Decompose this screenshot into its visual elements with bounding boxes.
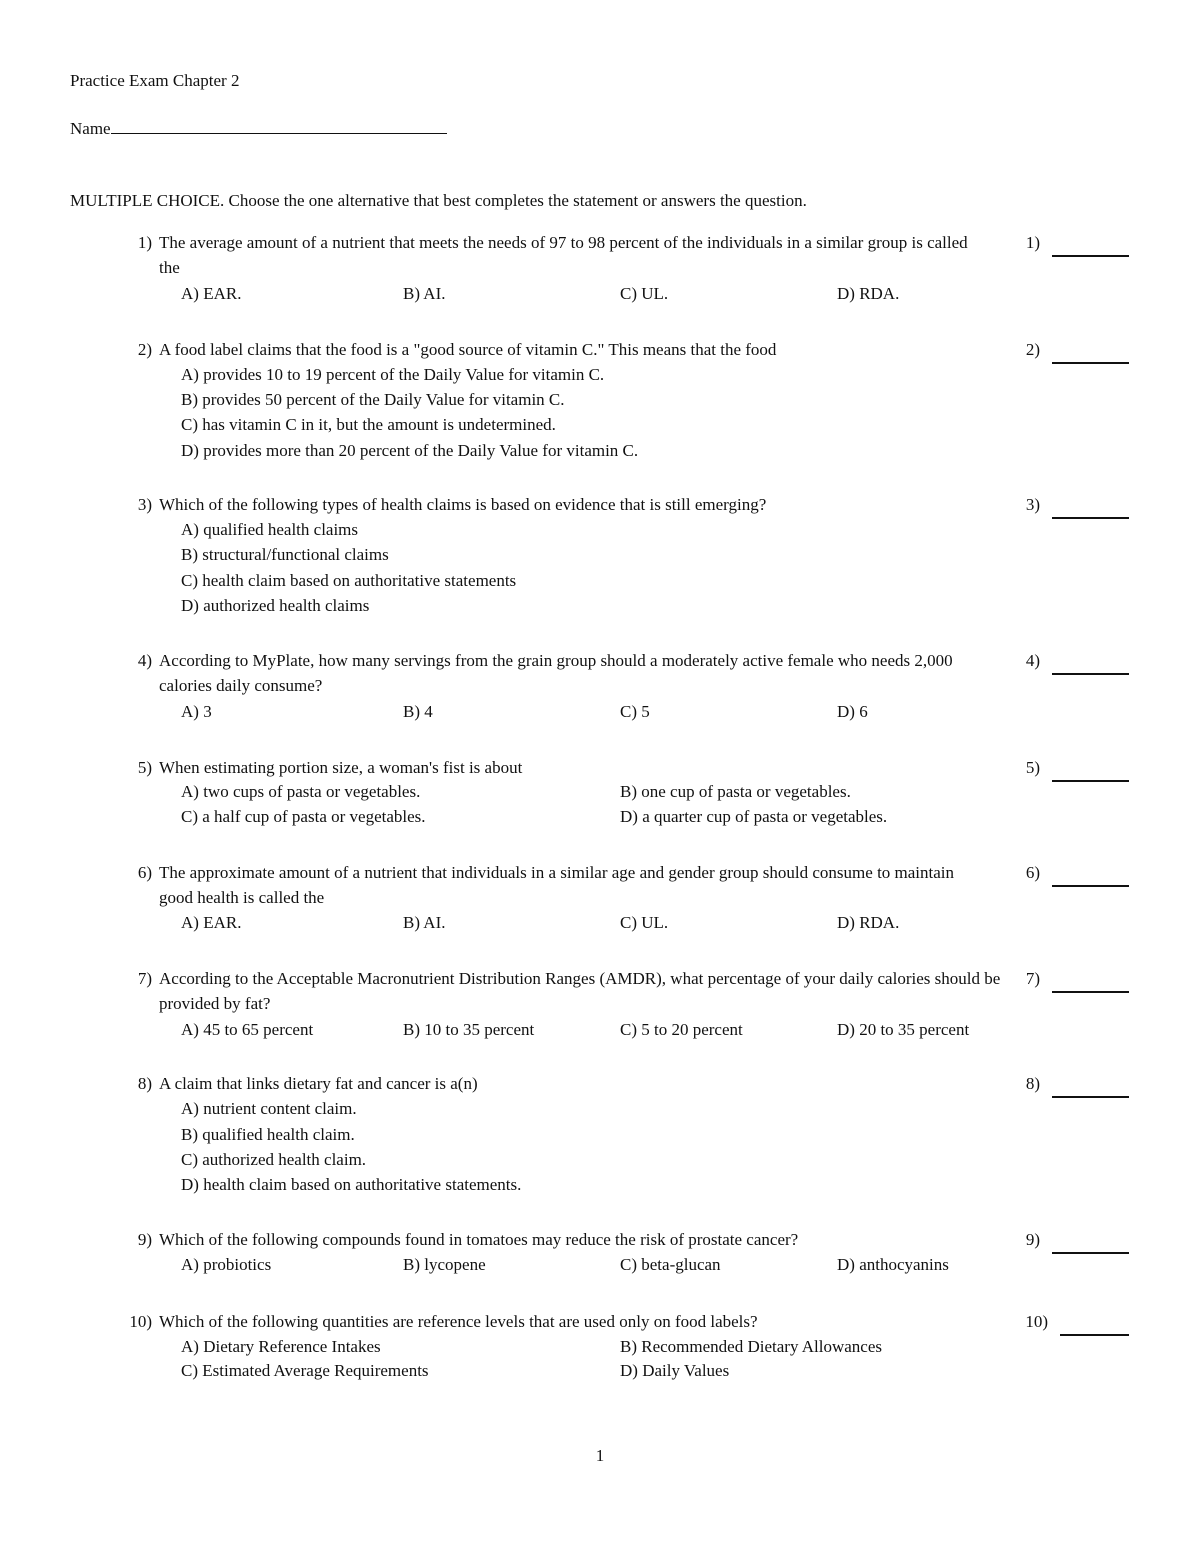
- option-b[interactable]: B) qualified health claim.: [181, 1125, 355, 1144]
- answer-label: 7): [1025, 969, 1040, 988]
- question-stem: A claim that links dietary fat and cancer is a(n): [159, 1074, 478, 1093]
- answer-label: 10): [1025, 1312, 1048, 1331]
- answer-label: 1): [1025, 233, 1040, 252]
- answer-blank[interactable]: [1052, 1229, 1129, 1254]
- question-stem: The approximate amount of a nutrient that individuals in a similar age and gender group should consume to maintain good health is called the: [159, 863, 955, 907]
- option-b[interactable]: B) lycopene: [403, 1255, 486, 1274]
- answer-label: 3): [1025, 495, 1040, 514]
- page-title: Practice Exam Chapter 2: [70, 71, 240, 90]
- option-c[interactable]: C) beta-glucan: [620, 1255, 721, 1274]
- question-number: 10): [129, 1312, 152, 1331]
- option-d[interactable]: D) anthocyanins: [837, 1255, 949, 1274]
- option-a[interactable]: A) two cups of pasta or vegetables.: [181, 782, 421, 801]
- option-b[interactable]: B) structural/functional claims: [181, 545, 389, 564]
- answer-label: 2): [1025, 340, 1040, 359]
- option-a[interactable]: A) 45 to 65 percent: [181, 1020, 314, 1039]
- option-d[interactable]: D) 20 to 35 percent: [837, 1020, 970, 1039]
- option-c[interactable]: C) has vitamin C in it, but the amount is undetermined.: [181, 415, 556, 434]
- option-d[interactable]: D) RDA.: [837, 284, 900, 303]
- question-number: 2): [137, 340, 152, 359]
- option-a[interactable]: A) EAR.: [181, 284, 242, 303]
- option-d[interactable]: D) a quarter cup of pasta or vegetables.: [620, 807, 888, 826]
- answer-blank[interactable]: [1052, 650, 1129, 675]
- option-b[interactable]: B) Recommended Dietary Allowances: [620, 1337, 883, 1356]
- question-number: 6): [137, 863, 152, 882]
- question-number: 5): [137, 758, 152, 777]
- option-c[interactable]: C) UL.: [620, 913, 669, 932]
- option-c[interactable]: C) UL.: [620, 284, 669, 303]
- answer-blank[interactable]: [1060, 1311, 1129, 1336]
- name-field[interactable]: [70, 116, 447, 141]
- answer-label: 5): [1025, 758, 1040, 777]
- question-stem: When estimating portion size, a woman's fist is about: [159, 758, 523, 777]
- section-heading: MULTIPLE CHOICE. Choose the one alternative that best completes the statement or answers the question.: [70, 191, 807, 210]
- question-stem: A food label claims that the food is a "good source of vitamin C." This means that the food: [159, 340, 777, 359]
- option-b[interactable]: B) 4: [403, 702, 433, 721]
- option-d[interactable]: D) health claim based on authoritative statements.: [181, 1175, 522, 1194]
- option-a[interactable]: A) EAR.: [181, 913, 242, 932]
- option-a[interactable]: A) provides 10 to 19 percent of the Daily Value for vitamin C.: [181, 365, 605, 384]
- question-number: 7): [137, 969, 152, 988]
- answer-label: 4): [1025, 651, 1040, 670]
- option-b[interactable]: B) provides 50 percent of the Daily Value for vitamin C.: [181, 390, 565, 409]
- option-b[interactable]: B) AI.: [403, 284, 446, 303]
- option-b[interactable]: B) 10 to 35 percent: [403, 1020, 535, 1039]
- option-d[interactable]: D) provides more than 20 percent of the Daily Value for vitamin C.: [181, 441, 639, 460]
- option-c[interactable]: C) authorized health claim.: [181, 1150, 367, 1169]
- name-label: Name: [70, 119, 111, 138]
- option-c[interactable]: C) a half cup of pasta or vegetables.: [181, 807, 426, 826]
- question-number: 4): [137, 651, 152, 670]
- answer-blank[interactable]: [1052, 1073, 1129, 1098]
- question-stem: According to the Acceptable Macronutrient Distribution Ranges (AMDR), what percentage of your daily calories should be provided by fat?: [159, 969, 1001, 1013]
- option-a[interactable]: A) qualified health claims: [181, 520, 359, 539]
- option-c[interactable]: C) Estimated Average Requirements: [181, 1361, 429, 1380]
- answer-blank[interactable]: [1052, 339, 1129, 364]
- option-d[interactable]: D) 6: [837, 702, 868, 721]
- option-d[interactable]: D) authorized health claims: [181, 596, 370, 615]
- answer-blank[interactable]: [1052, 232, 1129, 257]
- answer-label: 8): [1025, 1074, 1040, 1093]
- option-a[interactable]: A) Dietary Reference Intakes: [181, 1337, 381, 1356]
- question-stem: Which of the following quantities are reference levels that are used only on food labels?: [159, 1312, 758, 1331]
- option-c[interactable]: C) 5: [620, 702, 650, 721]
- question-number: 8): [137, 1074, 152, 1093]
- answer-blank[interactable]: [1052, 494, 1129, 519]
- option-a[interactable]: A) 3: [181, 702, 212, 721]
- question-number: 1): [137, 233, 152, 252]
- option-d[interactable]: D) RDA.: [837, 913, 900, 932]
- option-d[interactable]: D) Daily Values: [620, 1361, 730, 1380]
- option-b[interactable]: B) AI.: [403, 913, 446, 932]
- question-number: 9): [137, 1230, 152, 1249]
- option-c[interactable]: C) health claim based on authoritative statements: [181, 571, 517, 590]
- question-stem: Which of the following compounds found in tomatoes may reduce the risk of prostate cancer?: [159, 1230, 799, 1249]
- option-b[interactable]: B) one cup of pasta or vegetables.: [620, 782, 851, 801]
- answer-blank[interactable]: [1052, 862, 1129, 887]
- page-number: 1: [595, 1446, 605, 1465]
- question-stem: The average amount of a nutrient that meets the needs of 97 to 98 percent of the individuals in a similar group is called the: [159, 233, 968, 277]
- answer-label: 9): [1025, 1230, 1040, 1249]
- answer-label: 6): [1025, 863, 1040, 882]
- name-underline[interactable]: [111, 116, 447, 134]
- option-c[interactable]: C) 5 to 20 percent: [620, 1020, 743, 1039]
- question-number: 3): [137, 495, 152, 514]
- answer-blank[interactable]: [1052, 968, 1129, 993]
- option-a[interactable]: A) nutrient content claim.: [181, 1099, 357, 1118]
- question-stem: According to MyPlate, how many servings from the grain group should a moderately active female who needs 2,000 calories daily consume?: [159, 651, 953, 695]
- question-stem: Which of the following types of health claims is based on evidence that is still emerging?: [159, 495, 767, 514]
- answer-blank[interactable]: [1052, 757, 1129, 782]
- option-a[interactable]: A) probiotics: [181, 1255, 272, 1274]
